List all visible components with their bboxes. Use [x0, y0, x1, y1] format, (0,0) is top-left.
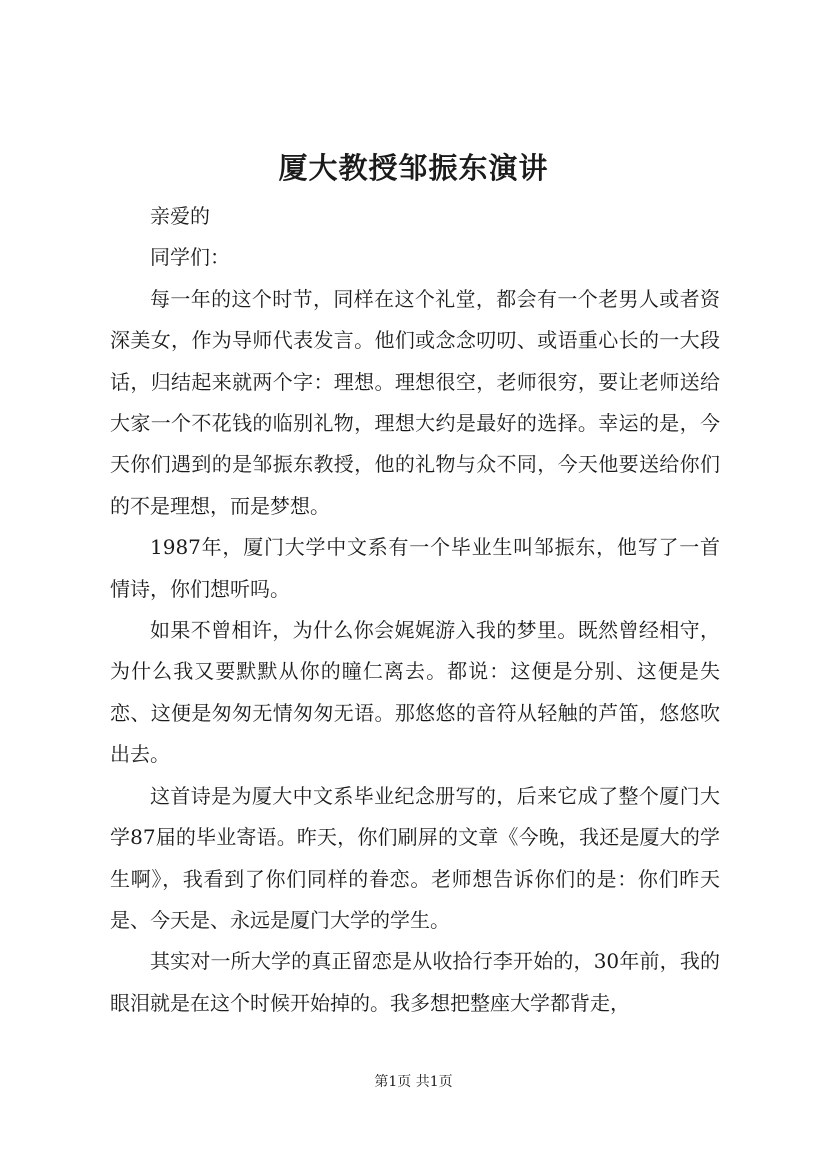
paragraph: 1987年，厦门大学中文系有一个毕业生叫邹振东，他写了一首情诗，你们想听吗。 — [110, 535, 720, 601]
paragraph: 其实对一所大学的真正留恋是从收拾行李开始的，30年前，我的眼泪就是在这个时候开始掉的。我多想把整座大学都背走， — [110, 949, 720, 1015]
paragraph: 如果不曾相许，为什么你会娓娓游入我的梦里。既然曾经相守，为什么我又要默默从你的瞳仁离去。都说：这便是分别、这便是失恋、这便是匆匆无情匆匆无语。那悠悠的音符从轻触的芦笛，悠悠吹出去。 — [110, 618, 720, 767]
page-footer: 第1页 共1页 — [374, 1074, 453, 1090]
paragraph: 这首诗是为厦大中文系毕业纪念册写的，后来它成了整个厦门大学87届的毕业寄语。昨天，你们刷屏的文章《今晚，我还是厦大的学生啊》，我看到了你们同样的眷恋。老师想告诉你们的是：你们昨天是、今天是、永远是厦门大学的学生。 — [110, 783, 720, 932]
document-title: 厦大教授邹振东演讲 — [278, 151, 549, 185]
document-body — [110, 196, 720, 1024]
salutation-line-2: 同学们： — [150, 245, 230, 270]
salutation-line-1: 亲爱的 — [150, 204, 210, 228]
paragraph: 每一年的这个时节，同样在这个礼堂，都会有一个老男人或者资深美女，作为导师代表发言。他们或念念叨叨、或语重心长的一大段话，归结起来就两个字：理想。理想很空，老师很穷，要让老师送给大家一个不花钱的临别礼物，理想大约是最好的选择。幸运的是，今天你们遇到的是邹振东教授，他的礼物与众不同，今天他要送给你们的不是理想，而是梦想。 — [110, 286, 720, 518]
